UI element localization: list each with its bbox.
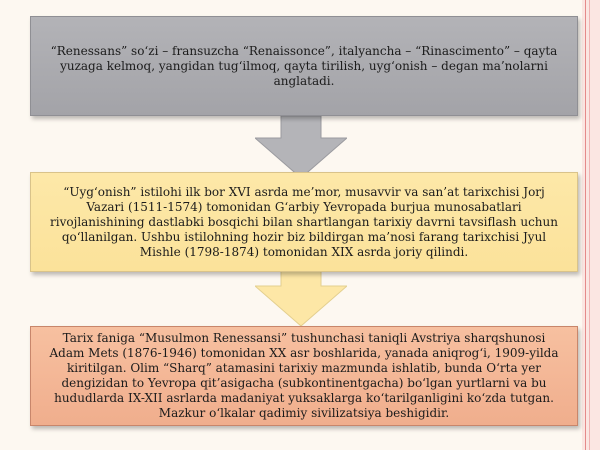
slide-edge-line [589, 0, 590, 450]
slide-edge-line [585, 0, 586, 450]
down-arrow-icon [255, 116, 347, 178]
down-arrow-icon [255, 264, 347, 326]
flow-box-text: Tarix faniga “Musulmon Renessansi” tushunchasi taniqli Avstriya sharqshunosi Adam Mets (1876-1946) tomonidan XX asr boshlarida, yanada aniqrog‘i, 1909-yilda kiritilgan. Olim “Sharq” atamasini tarixiy mazmunda ishlatib, bunda O‘rta yer dengizidan to Yevropa qit’asigacha (subkontinentgacha) bo‘lgan yurtlarni va bu hududlarda IX-XII asrlarda madaniyat yuksaklarga ko‘tarilganligini ko‘zda tutgan. Mazkur o‘lkalar qadimiy sivilizatsiya beshigidir. [49, 331, 559, 420]
flow-box-musulmon-renessansi [30, 326, 578, 426]
flow-box-text: “Uyg‘onish” istilohi ilk bor XVI asrda me’mor, musavvir va san’at tarixchisi Jorj Vazari (1511-1574) tomonidan G‘arbiy Yevropada burjua munosabatlari rivojlanishining dastlabki bosqichi bilan shartlangan tarixiy davrni tavsiflash uchun qo‘llanilgan. Ushbu istilohning hozir biz bildirgan ma’nosi farang tarixchisi Jyul Mishle (1798-1874) tomonidan XIX asrda joriy qilindi. [50, 184, 558, 259]
flow-box-uygonish-term [30, 172, 578, 272]
flow-box-renessans-definition [30, 16, 578, 116]
flow-box-text: “Renessans” so‘zi – fransuzcha “Renaissonce”, italyancha – “Rinascimento” – qayta yuzaga kelmoq, yangidan tug‘ilmoq, qayta tirilish, uyg‘onish – degan ma’nolarni anglatadi. [50, 43, 558, 88]
